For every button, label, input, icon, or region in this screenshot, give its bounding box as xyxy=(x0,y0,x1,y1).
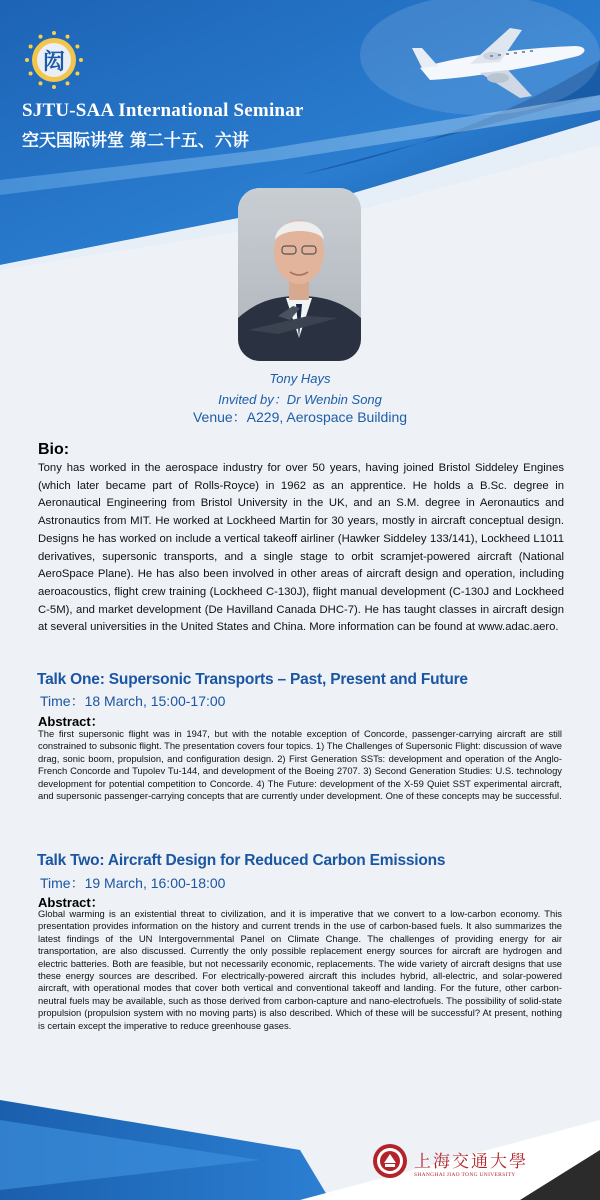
talk-one-title: Talk One: Supersonic Transports – Past, Present and Future xyxy=(37,671,468,688)
talk-two-abstract: Global warming is an existential threat to civilization, and it is imperative that we convert to a low-carbon economy. This presentation provides information on the history and current trends in the use of carbon-based fuels. It also summarizes the latest findings of the UN Intergovernmental Panel on Climate Change. The challenges of providing energy for air transportation, are also discussed. Currently the only possible replacement energy sources for aircraft are hydrogen and electric batteries. Both are feasible, but not necessarily economic, replacements. The wide variety of aircraft designs that use these energy sources are described. For electrically-powered aircraft this includes hybrid, all-electric, and solar-powered aircraft, with operational modes that cover both vertical and conventional takeoff and landing. For the future, other carbon-neutral fuels may be available, such as those derived from carbon-capture and nano-electrofuels. The possibility of solid-state propulsion (propulsion system with no moving parts) is also described. Which of these will be successful? At present, nothing is certain except the imperative to reduce greenhouse gases. xyxy=(38,908,562,1031)
university-name-en: SHANGHAI JIAO TONG UNIVERSITY xyxy=(414,1172,516,1178)
university-name-cn: 上海交通大學 xyxy=(414,1152,528,1172)
talk-two-title: Talk Two: Aircraft Design for Reduced Carbon Emissions xyxy=(37,852,446,869)
invited-by: Invited by：Dr Wenbin Song xyxy=(218,392,382,407)
university-seal-icon xyxy=(372,1143,408,1179)
venue: Venue：A229, Aerospace Building xyxy=(192,409,408,425)
seminar-subtitle: 空天国际讲堂 第二十五、六讲 xyxy=(22,131,249,151)
talk-two-time: Time：19 March, 16:00-18:00 xyxy=(40,875,226,891)
talk-one-abstract-heading: Abstract： xyxy=(38,714,104,729)
talk-two-abstract-heading: Abstract： xyxy=(38,895,104,910)
svg-text:闳: 闳 xyxy=(42,49,66,75)
airplane-illustration xyxy=(400,18,590,108)
bio-heading: Bio: xyxy=(38,441,70,458)
bio-text: Tony has worked in the aerospace industry for over 50 years, having joined Bristol Siddeley Engines (which later became part of Rolls-Royce) in 1962 as an apprentice. He holds a B.Sc. degree in Aeronautical Engineering from Bristol University in the UK, and an S.M. degree in Aeronautics and Astronautics from MIT. He worked at Lockheed Martin for 30 years, mostly in aircraft conceptual design. Designs he has worked on include a vertical takeoff airliner (Hawker Siddeley 133/141), Lockheed L1011 derivatives, supersonic transports, and a single stage to orbit scramjet-powered aircraft (National AeroSpace Plane). He has also been involved in other areas of aircraft design and operation, including aeroacoustics, flight crew training (Lockheed C-130J), flight manual development (C-130J and Lockheed C-5M), and market development (De Havilland Canada DHC-7). He has taught classes in aircraft design at several universities in the United States and China. More information can be found at www.adac.aero. xyxy=(38,462,564,634)
seminar-logo xyxy=(22,28,86,92)
speaker-name: Tony Hays xyxy=(269,371,331,386)
speaker-photo xyxy=(238,188,361,361)
talk-one-abstract: The first supersonic flight was in 1947, but with the notable exception of Concorde, passenger-carrying aircraft are still constrained to subsonic flight. The presentation covers four topics. 1) The Challenges of Supersonic Flight: discussion of wave drag, sonic boom, propulsion, and configuration design. 2) First Generation SSTs: development and operation of the Anglo-French Concorde and Tupolev Tu-144, and development of the Boeing 2707. 3) Second Generation Studies: U.S. technology development for potential competition to Concorde. 4) The Future: development of the X-59 Quiet SST experimental aircraft, and supersonic passenger-carrying concepts that are currently under development. One of these concepts may be successful. xyxy=(38,728,562,802)
footer-banner xyxy=(0,1080,600,1200)
talk-one-time: Time：18 March, 15:00-17:00 xyxy=(40,693,226,709)
seminar-title: SJTU-SAA International Seminar xyxy=(22,100,304,121)
